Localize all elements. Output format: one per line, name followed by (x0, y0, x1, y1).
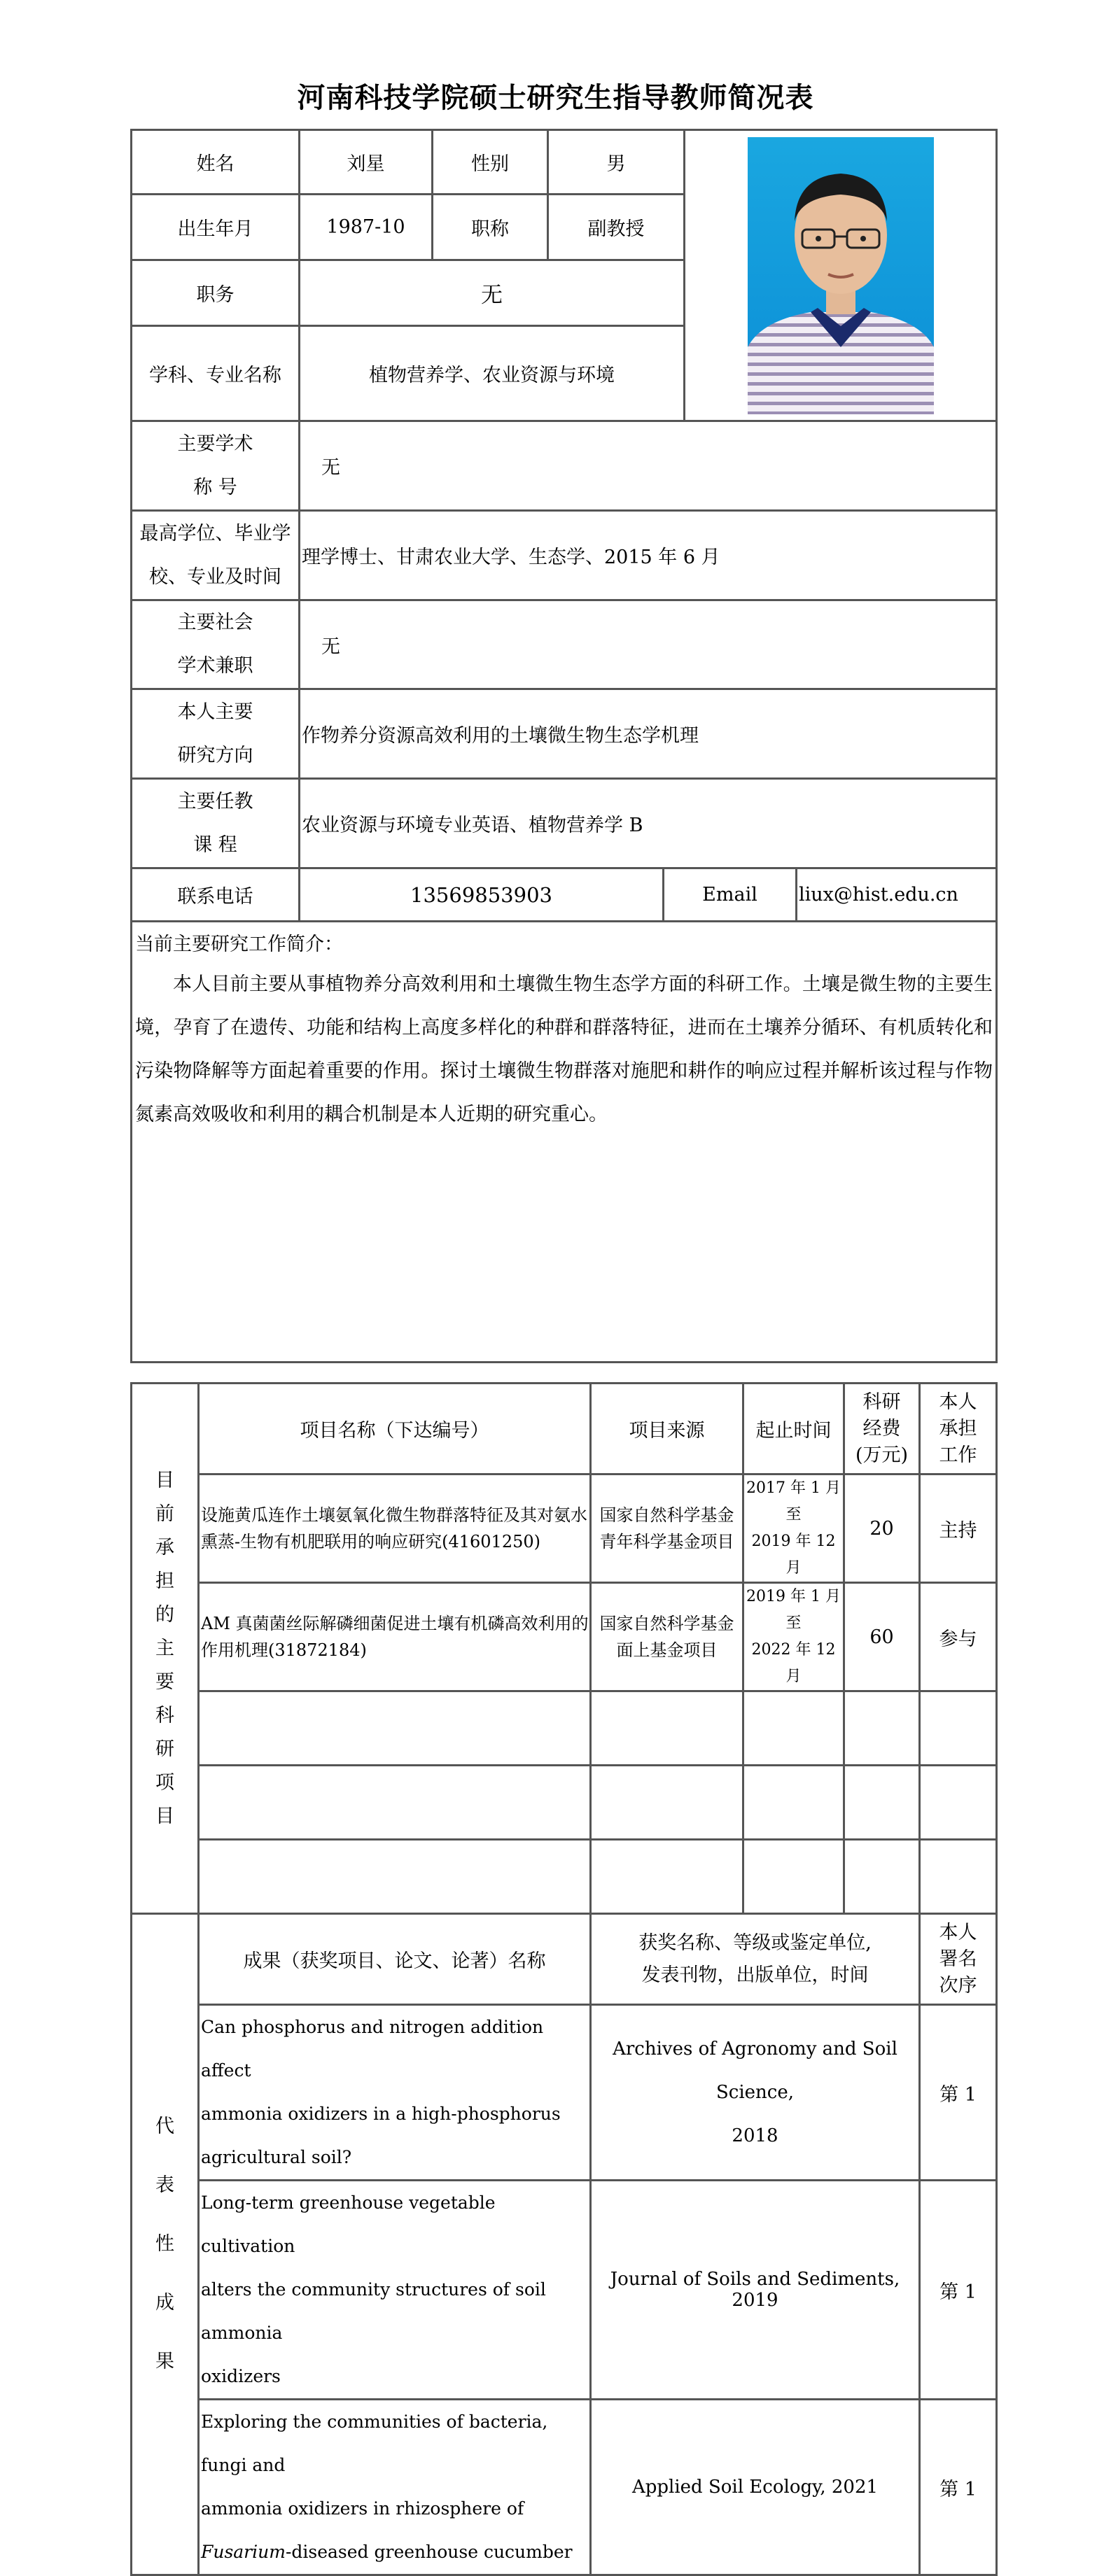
achievement-venue-header: 获奖名称、等级或鉴定单位, 发表刊物，出版单位，时间 (591, 1914, 920, 2005)
discipline-value: 植物营养学、农业资源与环境 (300, 326, 685, 421)
project-role: 主持 (920, 1474, 997, 1583)
honors-value: 无 (300, 421, 997, 511)
achievement-name: Can phosphorus and nitrogen addition affect ammonia oxidizers in a high-phosphorus agricultural soil? (199, 2005, 591, 2181)
social-label: 主要社会 学术兼职 (132, 600, 300, 689)
project-role-header: 本人 承担 工作 (920, 1384, 997, 1474)
achievement-venue: Archives of Agronomy and Soil Science, 2018 (591, 2005, 920, 2181)
achievement-order: 第 1 (920, 2005, 997, 2181)
research-value: 作物养分资源高效利用的土壤微生物生态学机理 (300, 689, 997, 779)
birth-value: 1987-10 (300, 195, 433, 260)
photo-cell (685, 130, 997, 421)
project-name-header: 项目名称（下达编号） (199, 1384, 591, 1474)
table-row (132, 1474, 997, 1583)
research-label: 本人主要 研究方向 (132, 689, 300, 779)
phone-label: 联系电话 (132, 868, 300, 922)
table-row (132, 1766, 997, 1840)
project-name: AM 真菌菌丝际解磷细菌促进土壤有机磷高效利用的作用机理(31872184) (199, 1583, 591, 1691)
table-row (132, 2400, 997, 2575)
achievement-name: Long-term greenhouse vegetable cultivation alters the community structures of soil ammonia oxidizers (199, 2181, 591, 2400)
project-name: 设施黄瓜连作土壤氨氧化微生物群落特征及其对氨水熏蒸-生物有机肥联用的响应研究(41601250) (199, 1474, 591, 1583)
birth-label: 出生年月 (132, 195, 300, 260)
project-funding: 60 (844, 1583, 920, 1691)
summary-text: 本人目前主要从事植物养分高效利用和土壤微生物生态学方面的科研工作。土壤是微生物的主要生境，孕育了在遗传、功能和结构上高度多样化的种群和群落特征，进而在土壤养分循环、有机质转化和污染物降解等方面起着重要的作用。探讨土壤微生物群落对施肥和耕作的响应过程并解析该过程与作物氮素高效吸收和利用的耦合机制是本人近期的研究重心。 (135, 973, 993, 1125)
degree-value: 理学博士、甘肃农业大学、生态学、2015 年 6 月 (300, 511, 997, 600)
email-value: liux@hist.edu.cn (797, 868, 997, 922)
achievement-order: 第 1 (920, 2181, 997, 2400)
portrait-photo (748, 137, 934, 414)
position-value: 无 (300, 260, 685, 326)
honors-label: 主要学术 称 号 (132, 421, 300, 511)
table-row (132, 1583, 997, 1691)
summary-heading: 当前主要研究工作简介： (135, 934, 343, 955)
project-source: 国家自然科学基金面上基金项目 (591, 1583, 743, 1691)
achievement-name: Exploring the communities of bacteria, fungi and ammonia oxidizers in rhizosphere of Fusarium-diseased greenhouse cucumber (199, 2400, 591, 2575)
basic-info-table (130, 129, 998, 1363)
achievement-order: 第 1 (920, 2400, 997, 2575)
table-row (132, 1840, 997, 1914)
name-label: 姓名 (132, 130, 300, 195)
projects-table (130, 1382, 998, 2576)
phone-value: 13569853903 (300, 868, 664, 922)
project-funding-header: 科研 经费 (万元) (844, 1384, 920, 1474)
achievements-side-label: 代 表 性 成 果 (132, 1914, 199, 2575)
table-row (132, 1691, 997, 1766)
rank-value: 副教授 (548, 195, 685, 260)
gender-value: 男 (548, 130, 685, 195)
page-title: 河南科技学院硕士研究生指导教师简况表 (297, 81, 814, 114)
courses-value: 农业资源与环境专业英语、植物营养学 B (300, 779, 997, 868)
courses-label: 主要任教 课 程 (132, 779, 300, 868)
degree-label: 最高学位、毕业学 校、专业及时间 (132, 511, 300, 600)
achievement-name-header: 成果（获奖项目、论文、论著）名称 (199, 1914, 591, 2005)
achievement-venue: Applied Soil Ecology, 2021 (591, 2400, 920, 2575)
name-value: 刘星 (300, 130, 433, 195)
projects-side-label: 目 前 承 担 的 主 要 科 研 项 目 (132, 1384, 199, 1914)
position-label: 职务 (132, 260, 300, 326)
project-period: 2017 年 1 月至 2019 年 12 月 (743, 1474, 844, 1583)
achievement-venue: Journal of Soils and Sediments, 2019 (591, 2181, 920, 2400)
project-period: 2019 年 1 月至 2022 年 12 月 (743, 1583, 844, 1691)
email-label: Email (664, 868, 797, 922)
research-summary (132, 922, 997, 1363)
project-source: 国家自然科学基金青年科学基金项目 (591, 1474, 743, 1583)
discipline-label: 学科、专业名称 (132, 326, 300, 421)
achievement-order-header: 本人 署名 次序 (920, 1914, 997, 2005)
gender-label: 性别 (433, 130, 548, 195)
table-row (132, 2181, 997, 2400)
project-period-header: 起止时间 (743, 1384, 844, 1474)
rank-label: 职称 (433, 195, 548, 260)
project-source-header: 项目来源 (591, 1384, 743, 1474)
project-role: 参与 (920, 1583, 997, 1691)
table-row (132, 2005, 997, 2181)
project-funding: 20 (844, 1474, 920, 1583)
social-value: 无 (300, 600, 997, 689)
